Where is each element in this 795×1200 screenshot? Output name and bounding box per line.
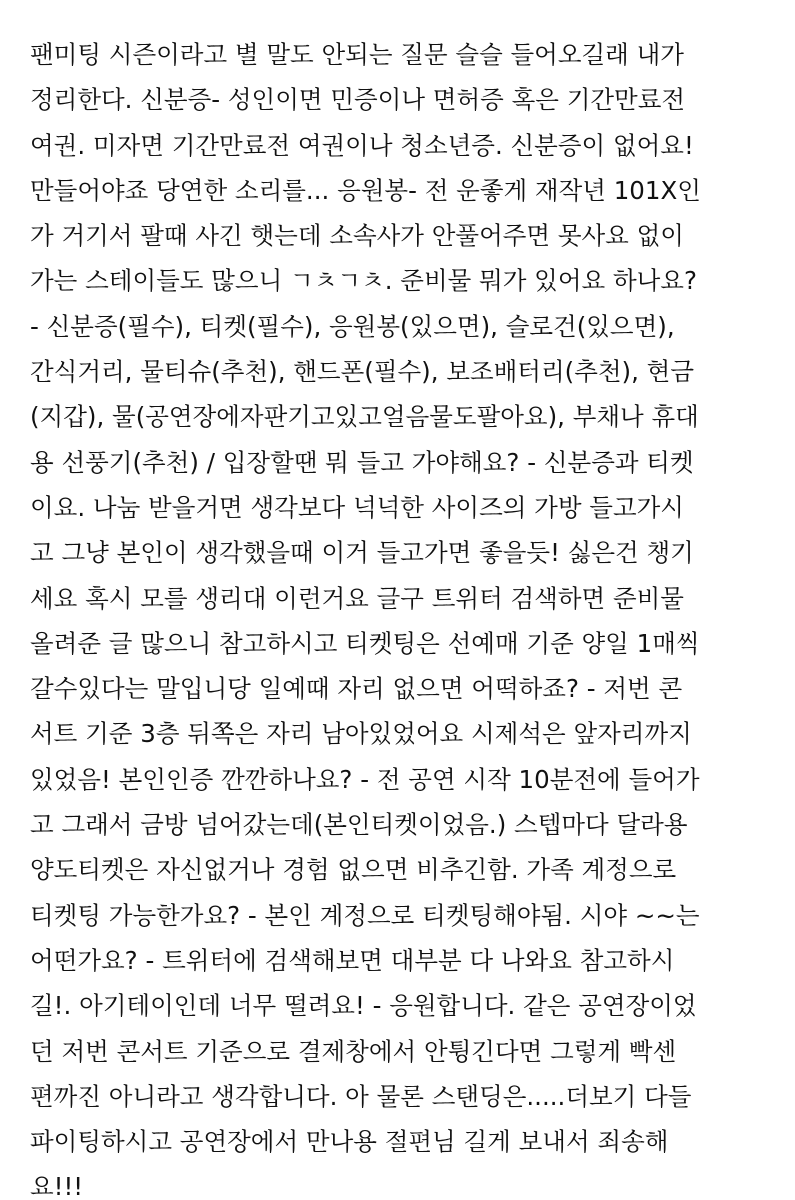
note-line-12: 고 그냥 본인이 생각했을때 이거 들고가면 좋을듯! 싫은건 챙기 xyxy=(30,538,694,568)
note-text-body xyxy=(30,32,769,1200)
note-line-18: 고 그래서 금방 넘어갔는데(본인티켓이었음.) 스텝마다 달라용 xyxy=(30,810,688,840)
note-line-7: - 신분증(필수), 티켓(필수), 응원봉(있으면), 슬로건(있으면), xyxy=(30,311,675,341)
note-line-13: 세요 혹시 모를 생리대 이런거요 글구 트위터 검색하면 준비물 xyxy=(30,583,684,613)
note-line-16: 서트 기준 3층 뒤쪽은 자리 남아있었어요 시제석은 앞자리까지 xyxy=(30,719,692,749)
note-line-24: 편까진 아니라고 생각합니다. 아 물론 스탠딩은.....더보기 다들 xyxy=(30,1081,692,1111)
note-line-5: 가 거기서 팔때 사긴 햇는데 소속사가 안풀어주면 못사요 없이 xyxy=(30,221,684,251)
note-line-4: 만들어야죠 당연한 소리를... 응원봉- 전 운좋게 재작년 101X인 xyxy=(30,175,701,205)
note-line-23: 던 저번 콘서트 기준으로 결제창에서 안튕긴다면 그렇게 빡센 xyxy=(30,1036,677,1066)
note-line-22: 길!. 아기테이인데 너무 떨려요! - 응원합니다. 같은 공연장이었 xyxy=(30,991,697,1021)
note-line-10: 용 선풍기(추천) / 입장할땐 뭐 들고 가야해요? - 신분증과 티켓 xyxy=(30,447,694,477)
note-line-19: 양도티켓은 자신없거나 경험 없으면 비추긴함. 가족 계정으로 xyxy=(30,855,677,885)
note-line-3: 여권. 미자면 기간만료전 여권이나 청소년증. 신분증이 없어요! xyxy=(30,130,694,160)
note-line-25: 파이팅하시고 공연장에서 만나용 절편님 길게 보내서 죄송해 xyxy=(30,1127,669,1157)
note-line-11: 이요. 나눔 받을거면 생각보다 넉넉한 사이즈의 가방 들고가시 xyxy=(30,492,684,522)
note-line-14: 올려준 글 많으니 참고하시고 티켓팅은 선예매 기준 양일 1매씩 xyxy=(30,628,700,658)
note-line-2: 정리한다. 신분증- 성인이면 민증이나 면허증 혹은 기간만료전 xyxy=(30,85,686,115)
note-line-21: 어떤가요? - 트위터에 검색해보면 대부분 다 나와요 참고하시 xyxy=(30,945,675,975)
note-line-8: 간식거리, 물티슈(추천), 핸드폰(필수), 보조배터리(추천), 현금 xyxy=(30,357,694,387)
note-line-6: 가는 스테이들도 많으니 ㄱㅊㄱㅊ. 준비물 뭐가 있어요 하나요? xyxy=(30,266,697,296)
note-line-17: 있었음! 본인인증 깐깐하나요? - 전 공연 시작 10분전에 들어가 xyxy=(30,764,700,794)
note-line-9: (지갑), 물(공연장에자판기고있고얼음물도팔아요), 부채나 휴대 xyxy=(30,402,699,432)
note-line-20: 티켓팅 가능한가요? - 본인 계정으로 티켓팅해야됨. 시야 ~~는 xyxy=(30,900,700,930)
note-line-1: 팬미팅 시즌이라고 별 말도 안되는 질문 슬슬 들어오길래 내가 xyxy=(30,40,684,69)
note-line-26: 요!!! xyxy=(30,1172,84,1200)
note-line-15: 갈수있다는 말입니당 일예때 자리 없으면 어떡하죠? - 저번 콘 xyxy=(30,674,683,704)
